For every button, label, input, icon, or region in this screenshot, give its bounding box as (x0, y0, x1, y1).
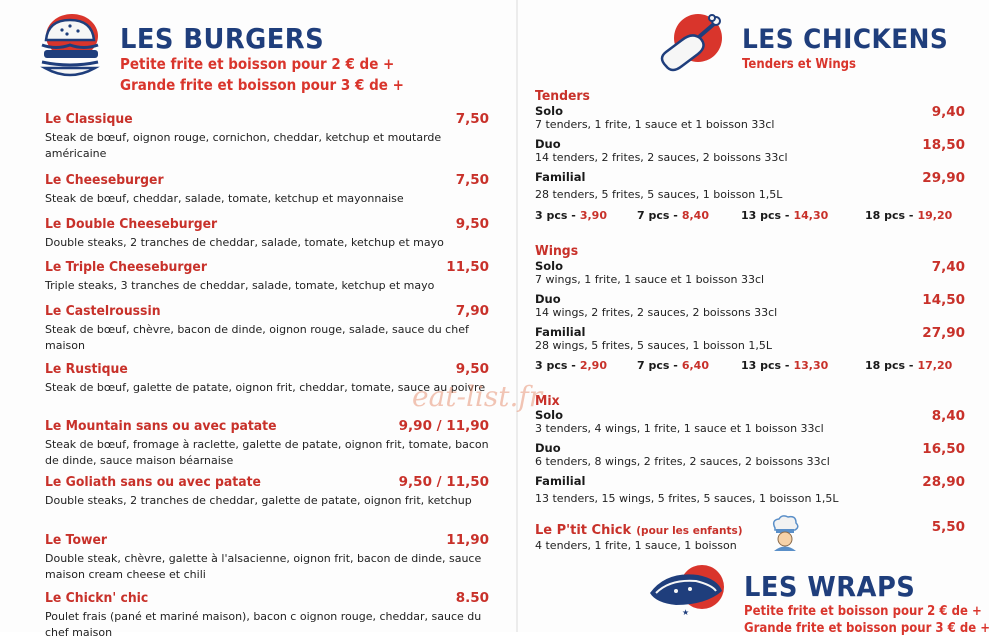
item-price: 9,50 (455, 361, 489, 377)
chickens-title: LES CHICKENS (742, 24, 949, 55)
pieces-label: 3 pcs - (535, 209, 576, 222)
item-price: 8,40 (931, 408, 965, 424)
chef-icon (768, 514, 802, 552)
item-name: Le Tower (45, 532, 108, 548)
item-name: Familial (535, 325, 586, 339)
item-name: Le Mountain sans ou avec patate (45, 418, 277, 434)
pieces-price: 13,30 (793, 359, 829, 372)
pieces-option (535, 209, 607, 222)
item-description: 7 tenders, 1 frite, 1 sauce et 1 boisson 33cl (535, 118, 775, 131)
item-name: Solo (535, 259, 564, 273)
item-description: 14 wings, 2 frites, 2 sauces, 2 boissons 33cl (535, 306, 778, 319)
item-price: 7,50 (455, 111, 489, 127)
item-note: (pour les enfants) (636, 525, 743, 537)
pieces-price: 19,20 (917, 209, 953, 222)
kids-title (535, 519, 743, 538)
pieces-price: 3,90 (579, 209, 607, 222)
section-title-wings: Wings (535, 243, 579, 259)
item-price: 18,50 (922, 137, 965, 153)
wraps-offer-small: Petite frite et boisson pour 2 € de + (744, 604, 982, 619)
svg-text:★: ★ (682, 608, 690, 617)
section-title-tenders: Tenders (535, 88, 590, 104)
item-price: 28,90 (922, 474, 965, 490)
pieces-option (741, 359, 828, 372)
pieces-label: 13 pcs - (741, 209, 790, 222)
item-name: Le Rustique (45, 361, 128, 377)
item-price: 7,40 (931, 259, 965, 275)
pieces-label: 7 pcs - (637, 359, 678, 372)
burger-icon (36, 12, 104, 84)
item-description: Triple steaks, 3 tranches de cheddar, salade, tomate, ketchup et mayo (45, 279, 435, 292)
item-name: Duo (535, 137, 561, 151)
item-name: Le Double Cheeseburger (45, 216, 218, 232)
item-price: 27,90 (922, 325, 965, 341)
item-description: Steak de bœuf, cheddar, salade, tomate, ketchup et mayonnaise (45, 192, 404, 205)
chickens-subtitle: Tenders et Wings (742, 57, 857, 72)
item-price: 8.50 (455, 590, 489, 606)
item-description: Double steaks, 2 tranches de cheddar, salade, tomate, ketchup et mayo (45, 236, 444, 249)
burgers-title: LES BURGERS (120, 22, 325, 55)
section-title-mix: Mix (535, 393, 560, 409)
item-name: Solo (535, 104, 564, 118)
pieces-option (741, 209, 828, 222)
item-price: 9,50 / 11,50 (398, 474, 489, 490)
item-description: 4 tenders, 1 frite, 1 sauce, 1 boisson (535, 539, 737, 552)
watermark: eat-list.fr (412, 380, 543, 413)
pieces-price: 14,30 (793, 209, 829, 222)
pieces-label: 13 pcs - (741, 359, 790, 372)
item-description: Double steaks, 2 tranches de cheddar, galette de patate, oignon frit, ketchup (45, 494, 472, 507)
item-name: Duo (535, 441, 561, 455)
item-description: Poulet frais (pané et mariné maison), bacon c oignon rouge, cheddar, sauce du chef maison (45, 610, 482, 639)
pieces-label: 3 pcs - (535, 359, 576, 372)
chicken-drumstick-icon (652, 12, 726, 76)
item-description: Double steak, chèvre, galette à l'alsacienne, oignon frit, bacon de dinde, sauce maison cream cheese et chili (45, 552, 482, 581)
item-description: Steak de bœuf, galette de patate, oignon frit, cheddar, tomate, sauce au poivre (45, 381, 486, 394)
item-name: Le Goliath sans ou avec patate (45, 474, 261, 490)
wrap-icon (646, 563, 734, 617)
item-description: Steak de bœuf, chèvre, bacon de dinde, oignon rouge, salade, sauce du chef maison (45, 323, 469, 352)
item-name: Duo (535, 292, 561, 306)
pieces-option (637, 209, 709, 222)
item-description: Steak de bœuf, fromage à raclette, galette de patate, oignon frit, tomate, bacon de dinde, sauce maison béarnaise (45, 438, 489, 467)
wraps-offer-large: Grande frite et boisson pour 3 € de + (744, 621, 990, 636)
item-price: 7,50 (455, 172, 489, 188)
item-name: Familial (535, 474, 586, 488)
item-price: 29,90 (922, 170, 965, 186)
item-description: 14 tenders, 2 frites, 2 sauces, 2 boissons 33cl (535, 151, 788, 164)
item-name: Le Triple Cheeseburger (45, 259, 207, 275)
item-name: Le P'tit Chick (535, 523, 632, 538)
item-price: 7,90 (455, 303, 489, 319)
item-price: 9,40 (931, 104, 965, 120)
item-description: 28 wings, 5 frites, 5 sauces, 1 boisson 1,5L (535, 339, 772, 352)
tenders-pieces-row (535, 209, 965, 225)
pieces-price: 6,40 (681, 359, 709, 372)
item-description: 6 tenders, 8 wings, 2 frites, 2 sauces, 2 boissons 33cl (535, 455, 830, 468)
item-price: 9,50 (455, 216, 489, 232)
pieces-option (865, 359, 952, 372)
item-price: 16,50 (922, 441, 965, 457)
item-name: Le Cheeseburger (45, 172, 164, 188)
item-name: Familial (535, 170, 586, 184)
pieces-label: 7 pcs - (637, 209, 678, 222)
pieces-option (535, 359, 607, 372)
column-divider (516, 0, 518, 632)
item-description: 28 tenders, 5 frites, 5 sauces, 1 boisson 1,5L (535, 188, 783, 201)
pieces-option (637, 359, 709, 372)
wings-pieces-row (535, 359, 965, 375)
pieces-option (865, 209, 952, 222)
item-price: 5,50 (931, 519, 965, 535)
pieces-label: 18 pcs - (865, 359, 914, 372)
pieces-label: 18 pcs - (865, 209, 914, 222)
item-description: 3 tenders, 4 wings, 1 frite, 1 sauce et 1 boisson 33cl (535, 422, 824, 435)
item-description: 13 tenders, 15 wings, 5 frites, 5 sauces, 1 boisson 1,5L (535, 492, 839, 505)
burgers-offer-large: Grande frite et boisson pour 3 € de + (120, 76, 404, 94)
item-price: 14,50 (922, 292, 965, 308)
item-description: 7 wings, 1 frite, 1 sauce et 1 boisson 33cl (535, 273, 765, 286)
pieces-price: 2,90 (579, 359, 607, 372)
item-name: Le Castelroussin (45, 303, 161, 319)
item-name: Le Chickn' chic (45, 590, 149, 606)
pieces-price: 17,20 (917, 359, 953, 372)
item-name: Le Classique (45, 111, 133, 127)
item-name: Solo (535, 408, 564, 422)
item-price: 9,90 / 11,90 (398, 418, 489, 434)
burgers-offer-small: Petite frite et boisson pour 2 € de + (120, 55, 395, 73)
item-description: Steak de bœuf, oignon rouge, cornichon, cheddar, ketchup et moutarde américaine (45, 131, 442, 160)
item-price: 11,50 (446, 259, 489, 275)
pieces-price: 8,40 (681, 209, 709, 222)
wraps-title: LES WRAPS (744, 570, 916, 603)
item-price: 11,90 (446, 532, 489, 548)
